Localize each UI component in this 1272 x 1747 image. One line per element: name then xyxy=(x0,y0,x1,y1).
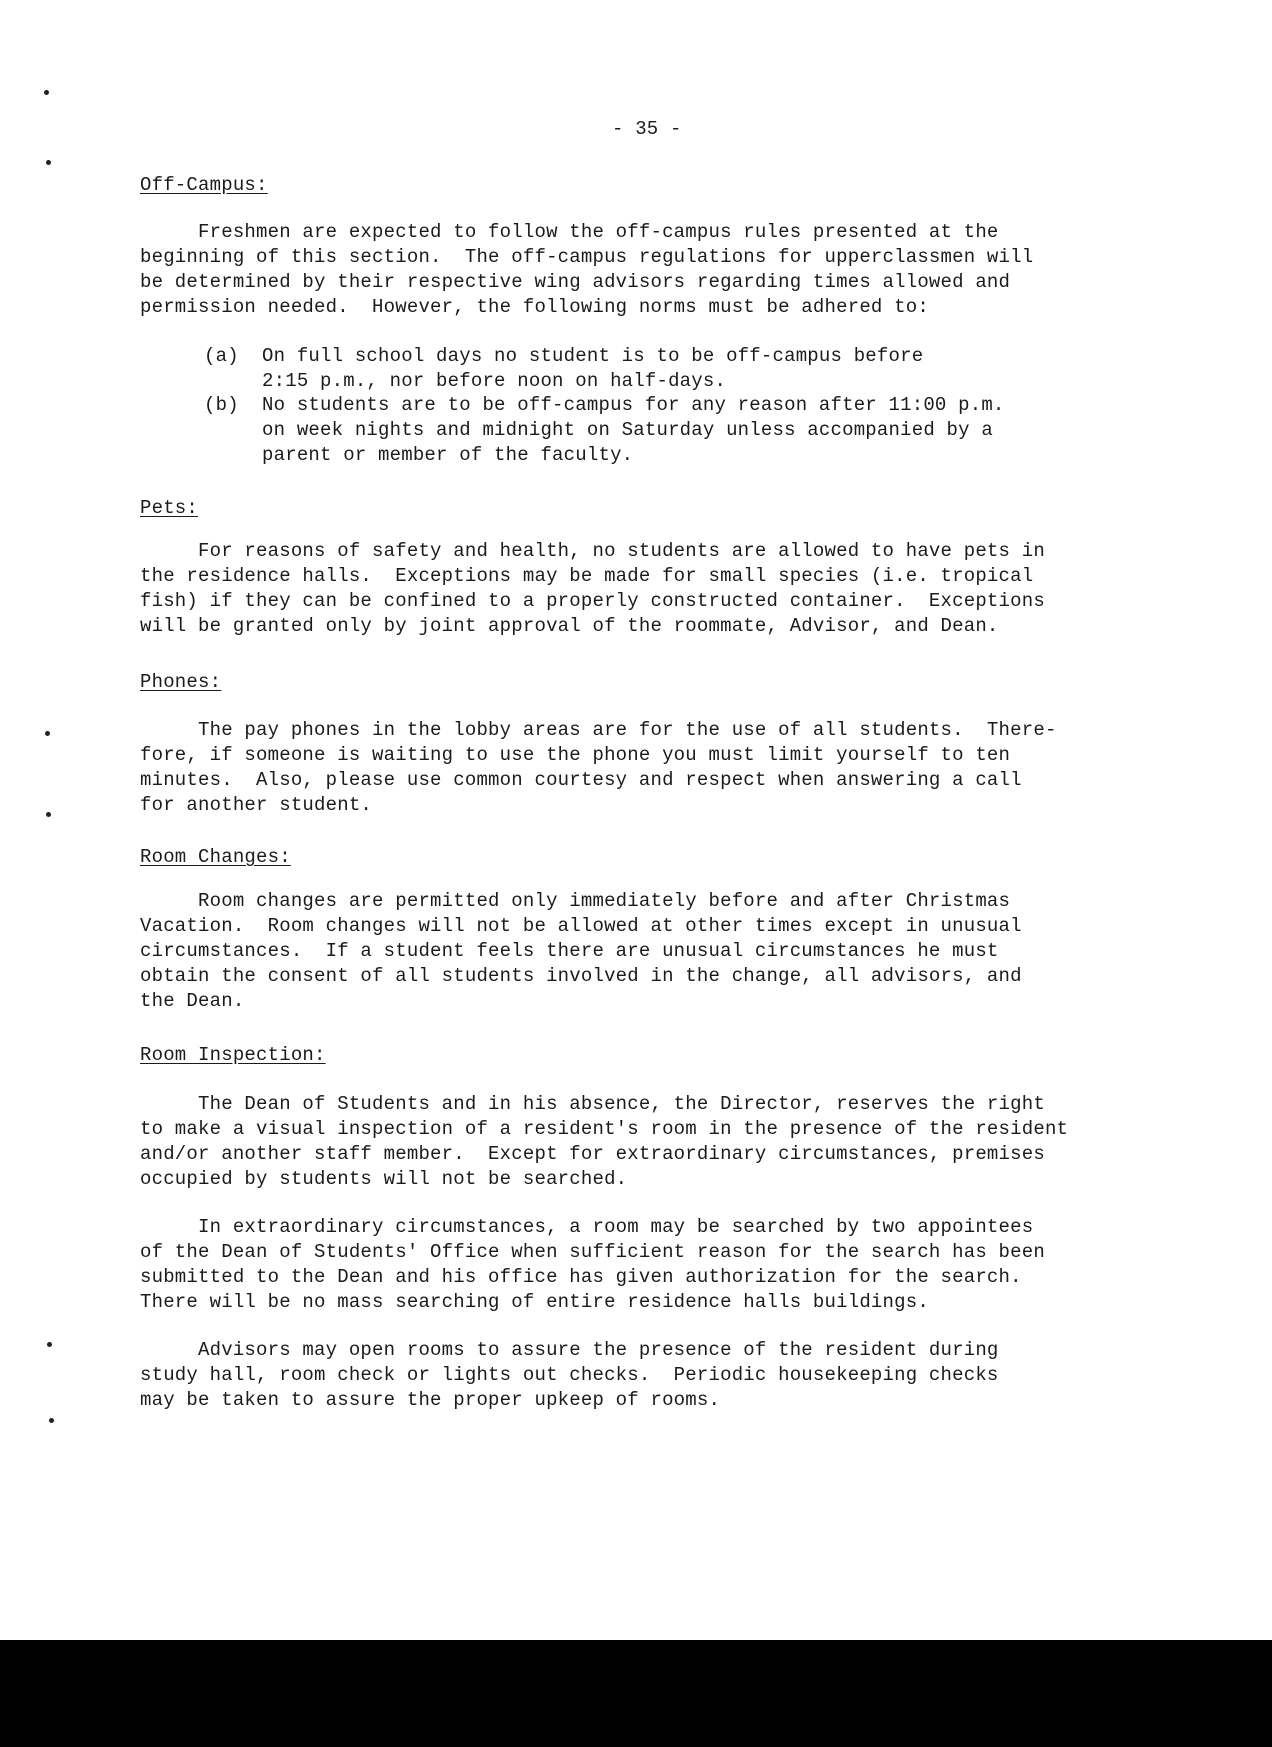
text-line: (a) On full school days no student is to be off-campus before xyxy=(204,345,924,367)
text-line: The Dean of Students and in his absence, the Director, reserves the right xyxy=(140,1093,1045,1115)
text-line: (b) No students are to be off-campus for any reason after 11:00 p.m. xyxy=(204,394,1005,416)
margin-mark xyxy=(45,731,50,736)
text-line: There will be no mass searching of entire residence halls buildings. xyxy=(140,1291,929,1313)
phones-paragraph xyxy=(140,718,1140,818)
text-line: In extraordinary circumstances, a room may be searched by two appointees xyxy=(140,1216,1034,1238)
section-heading-room-changes: Room Changes: xyxy=(140,846,291,868)
text-line: For reasons of safety and health, no students are allowed to have pets in xyxy=(140,540,1045,562)
off-campus-item-b xyxy=(204,393,1005,468)
off-campus-intro xyxy=(140,220,1140,320)
text-line: to make a visual inspection of a resident's room in the presence of the resident xyxy=(140,1118,1069,1140)
text-line: obtain the consent of all students involved in the change, all advisors, and xyxy=(140,965,1022,987)
text-line: the residence halls. Exceptions may be made for small species (i.e. tropical xyxy=(140,565,1034,587)
text-line: of the Dean of Students' Office when sufficient reason for the search has been xyxy=(140,1241,1045,1263)
text-line: submitted to the Dean and his office has given authorization for the search. xyxy=(140,1266,1022,1288)
section-heading-off-campus: Off-Campus: xyxy=(140,174,268,196)
text-line: will be granted only by joint approval of the roommate, Advisor, and Dean. xyxy=(140,615,999,637)
text-line: and/or another staff member. Except for extraordinary circumstances, premises xyxy=(140,1143,1045,1165)
text-line: Advisors may open rooms to assure the presence of the resident during xyxy=(140,1339,999,1361)
margin-mark xyxy=(46,812,51,817)
section-heading-phones: Phones: xyxy=(140,671,222,693)
text-line: beginning of this section. The off-campus regulations for upperclassmen will xyxy=(140,246,1034,268)
margin-mark xyxy=(49,1418,54,1423)
room-inspection-paragraph-3 xyxy=(140,1338,1140,1413)
margin-mark xyxy=(44,90,49,95)
text-line: may be taken to assure the proper upkeep of rooms. xyxy=(140,1389,721,1411)
text-line: fish) if they can be confined to a properly constructed container. Exceptions xyxy=(140,590,1045,612)
text-line: Room changes are permitted only immediately before and after Christmas xyxy=(140,890,1011,912)
text-line: occupied by students will not be searched. xyxy=(140,1168,628,1190)
room-inspection-paragraph-1 xyxy=(140,1092,1140,1192)
text-line: Freshmen are expected to follow the off-campus rules presented at the xyxy=(140,221,999,243)
room-inspection-paragraph-2 xyxy=(140,1215,1140,1315)
text-line: minutes. Also, please use common courtesy and respect when answering a call xyxy=(140,769,1022,791)
room-changes-paragraph xyxy=(140,889,1140,1014)
text-line: be determined by their respective wing advisors regarding times allowed and xyxy=(140,271,1011,293)
text-line: the Dean. xyxy=(140,990,245,1012)
text-line: permission needed. However, the following norms must be adhered to: xyxy=(140,296,929,318)
text-line: The pay phones in the lobby areas are for the use of all students. There- xyxy=(140,719,1057,741)
scan-border xyxy=(0,1640,1272,1747)
text-line: on week nights and midnight on Saturday unless accompanied by a xyxy=(204,419,993,441)
text-line: circumstances. If a student feels there are unusual circumstances he must xyxy=(140,940,999,962)
text-line: parent or member of the faculty. xyxy=(204,444,634,466)
off-campus-item-a xyxy=(204,344,923,394)
text-line: Vacation. Room changes will not be allowed at other times except in unusual xyxy=(140,915,1022,937)
section-heading-pets: Pets: xyxy=(140,497,199,519)
section-heading-room-inspection: Room Inspection: xyxy=(140,1044,326,1066)
pets-paragraph xyxy=(140,539,1140,639)
text-line: fore, if someone is waiting to use the phone you must limit yourself to ten xyxy=(140,744,1011,766)
margin-mark xyxy=(47,1342,52,1347)
text-line: study hall, room check or lights out checks. Periodic housekeeping checks xyxy=(140,1364,999,1386)
text-line: for another student. xyxy=(140,794,373,816)
margin-mark xyxy=(46,160,51,165)
page-number: - 35 - xyxy=(612,118,682,140)
text-line: 2:15 p.m., nor before noon on half-days. xyxy=(204,370,727,392)
